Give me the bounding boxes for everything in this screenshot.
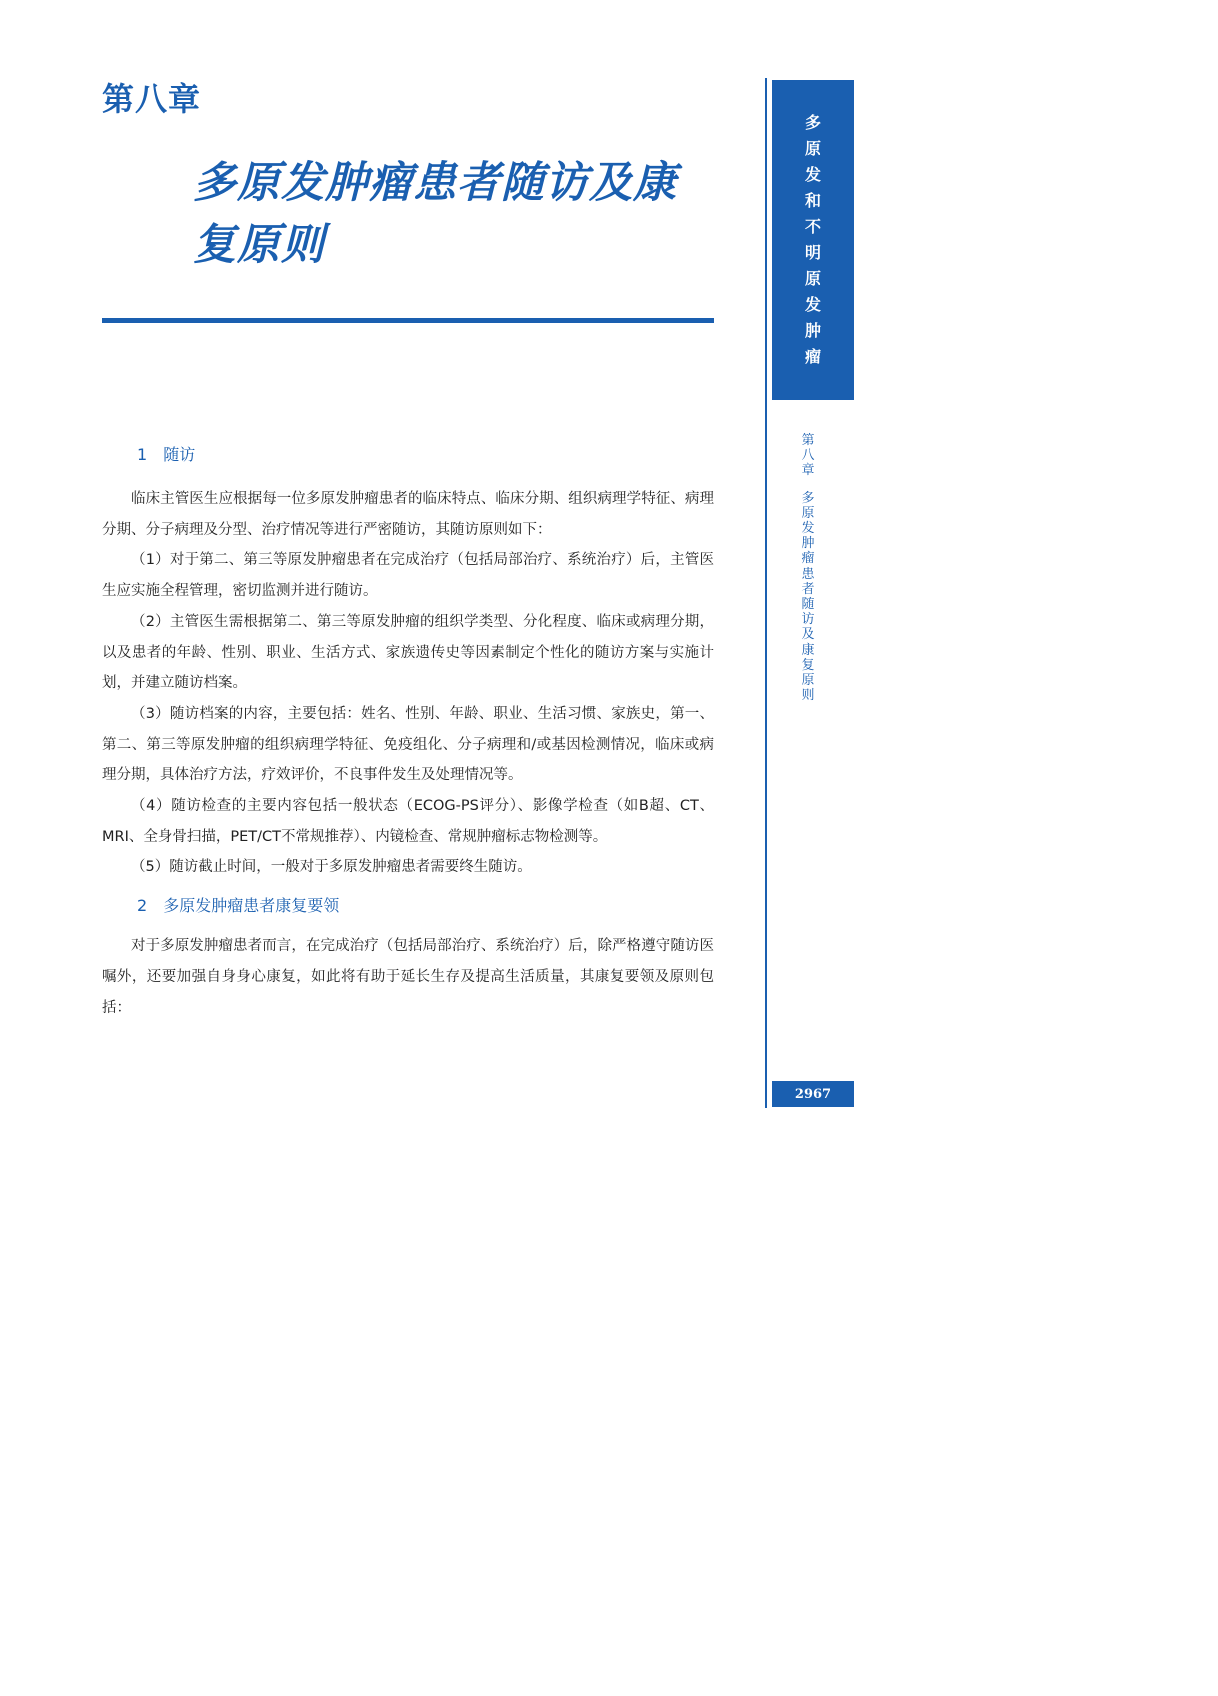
chapter-title: 多原发肿瘤患者随访及康复原则 (193, 158, 677, 270)
running-char: 者 (801, 581, 815, 597)
section-title: 多原发肿瘤患者康复要领 (163, 896, 340, 916)
running-char: 多 (801, 490, 815, 506)
paragraph: （2）主管医生需根据第二、第三等原发肿瘤的组织学类型、分化程度、临床或病理分期，以及患者的年龄、性别、职业、生活方式、家族遗传史等因素制定个性化的随访方案与实施计划，并建立随访档案。 (102, 613, 714, 692)
paragraph: 临床主管医生应根据每一位多原发肿瘤患者的临床特点、临床分期、组织病理学特征、病理分期、分子病理及分型、治疗情况等进行严密随访，其随访原则如下： (102, 491, 714, 538)
margin-vertical-rule (765, 78, 767, 1108)
running-char: 第 (801, 433, 815, 448)
paragraph: （3）随访档案的内容，主要包括：姓名、性别、年龄、职业、生活习惯、家族史，第一、第二、第三等原发肿瘤的组织病理学特征、免疫组化、分子病理和/或基因检测情况，临床或病理分期，具体治疗方法，疗效评价，不良事件发生及处理情况等。 (102, 705, 714, 784)
running-char: 八 (801, 448, 815, 464)
section-number: 2 (137, 896, 148, 916)
paragraph: （4）随访检查的主要内容包括一般状态（ECOG-PS评分）、影像学检查（如B超、CT、MRI、全身骨扫描，PET/CT不常规推荐）、内镜检查、常规肿瘤标志物检测等。 (102, 798, 714, 845)
running-char: 章 (801, 463, 815, 479)
running-char: 肿 (801, 536, 815, 552)
side-tab-char: 和 (804, 191, 821, 210)
side-tab-char: 瘤 (804, 347, 821, 366)
running-char: 及 (801, 627, 815, 643)
chapter-label: 第八章 (102, 80, 202, 118)
running-char: 访 (801, 612, 815, 628)
section-heading (102, 891, 714, 921)
side-tab-char: 原 (804, 269, 821, 288)
running-char: 原 (801, 505, 815, 521)
section-heading (102, 440, 714, 470)
side-tab-char: 多 (804, 113, 821, 132)
running-char: 原 (801, 673, 815, 689)
title-divider (102, 318, 714, 323)
paragraph: （1）对于第二、第三等原发肿瘤患者在完成治疗（包括局部治疗、系统治疗）后，主管医生应实施全程管理，密切监测并进行随访。 (102, 552, 714, 600)
side-tab-part-title (772, 80, 854, 400)
side-tab-char: 明 (804, 243, 821, 262)
side-tab-char: 发 (804, 295, 821, 314)
page-number: 2967 (772, 1081, 854, 1107)
section-number: 1 (137, 445, 148, 464)
side-running-header (796, 433, 820, 703)
side-tab-char: 发 (804, 165, 821, 184)
running-char: 复 (801, 657, 815, 673)
running-char: 患 (801, 566, 815, 582)
body-content (102, 440, 714, 1023)
running-char: 康 (801, 642, 815, 658)
section-title: 随访 (163, 445, 196, 464)
running-char: 随 (801, 597, 815, 613)
paragraph: （5）随访截止时间，一般对于多原发肿瘤患者需要终生随访。 (131, 859, 532, 876)
side-tab-char: 不 (804, 217, 821, 236)
paragraph: 对于多原发肿瘤患者而言，在完成治疗（包括局部治疗、系统治疗）后，除严格遵守随访医嘱外，还要加强自身身心康复，如此将有助于延长生存及提高生活质量，其康复要领及原则包括： (102, 938, 714, 1016)
running-char: 发 (801, 521, 815, 537)
running-char: 瘤 (801, 551, 815, 567)
side-tab-char: 原 (804, 139, 821, 158)
side-tab-char: 肿 (804, 321, 821, 340)
running-char: 则 (801, 688, 815, 704)
